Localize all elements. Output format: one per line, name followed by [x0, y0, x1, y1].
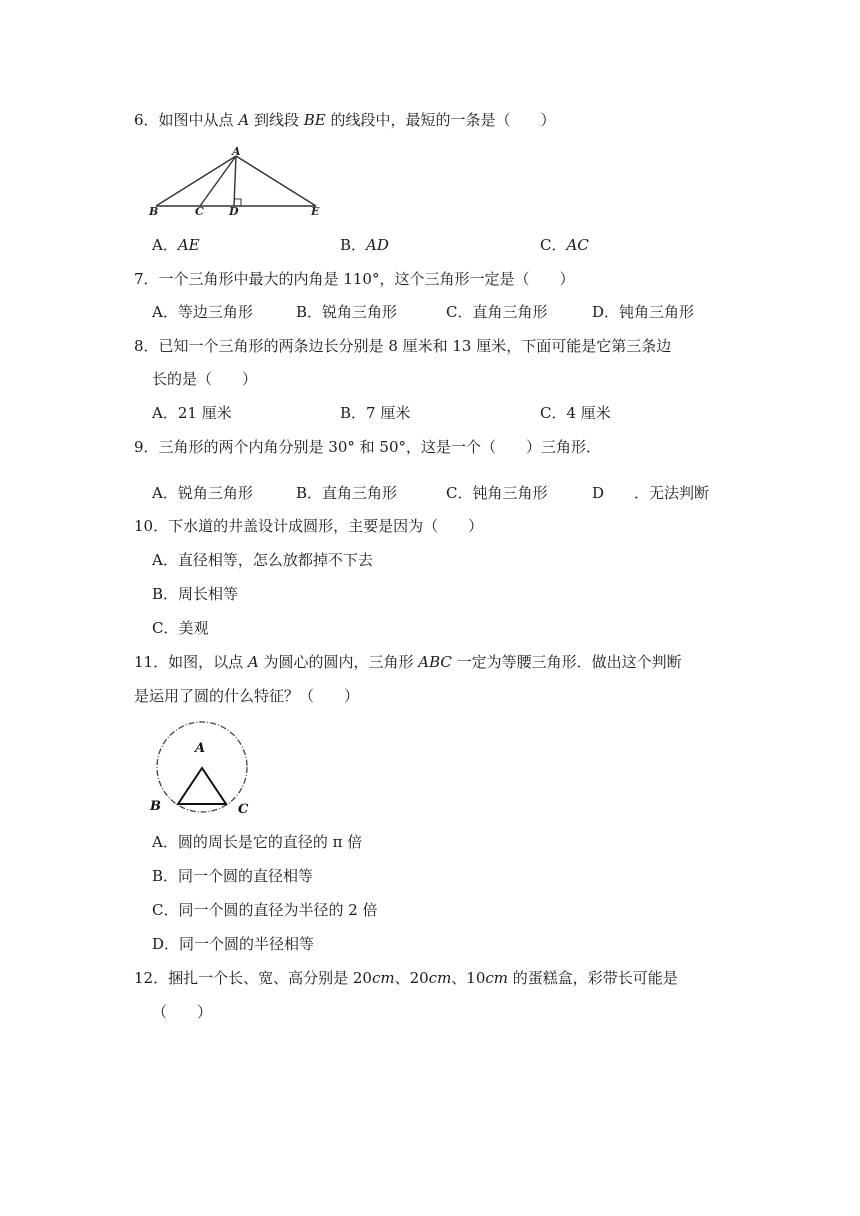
option-c: C．钝角三角形 [446, 484, 548, 502]
question-number: 11． [134, 653, 169, 671]
question-6-stem [134, 110, 555, 130]
option-letter: A． [152, 236, 178, 254]
label-a: A [232, 146, 241, 158]
question-7-stem: 7．一个三角形中最大的内角是 110°，这个三角形一定是（ ） [134, 270, 575, 288]
question-11-stem-cont: 是运用了圆的什么特征？（ ） [134, 687, 360, 705]
option-d: D．同一个圆的半径相等 [152, 935, 315, 953]
stem-text: 为圆心的圆内，三角形 [258, 653, 419, 671]
triangle-figure-q6 [146, 146, 326, 218]
option-b: B．同一个圆的直径相等 [152, 867, 314, 885]
label-d: D [229, 205, 239, 218]
triangle-abc [178, 768, 226, 804]
option-a: A．圆的周长是它的直径的 π 倍 [152, 833, 363, 851]
point-label: A [247, 653, 259, 671]
unit: cm [428, 969, 452, 987]
circle-figure-q11 [146, 718, 256, 818]
option-c: C．直角三角形 [446, 303, 548, 321]
question-12-stem [134, 968, 678, 988]
option-letter: B． [340, 236, 367, 254]
question-number: 6． [134, 111, 159, 129]
question-12-stem-cont: （ ） [152, 1003, 213, 1021]
option-b: B．直角三角形 [296, 484, 398, 502]
segment-ab [156, 156, 236, 206]
unit: cm [371, 969, 395, 987]
question-11-stem [134, 652, 682, 672]
question-9-stem: 9．三角形的两个内角分别是 30° 和 50°，这是一个（ ）三角形． [134, 438, 602, 456]
option-a: A．21 厘米 [152, 404, 232, 422]
label-c: C [195, 205, 204, 218]
stem-text: 一定为等腰三角形．做出这个判断 [451, 653, 682, 671]
stem-text: 的蛋糕盒，彩带长可能是 [508, 969, 678, 987]
label-b: B [149, 205, 159, 218]
option-c [540, 235, 589, 255]
unit: cm [485, 969, 509, 987]
option-a: A．锐角三角形 [152, 484, 253, 502]
option-b [340, 235, 389, 255]
option-b: B．周长相等 [152, 585, 239, 603]
option-value: AC [566, 236, 589, 254]
option-value: AE [177, 236, 200, 254]
option-letter: C． [540, 236, 567, 254]
option-value: AD [366, 236, 389, 254]
triangle-label: ABC [418, 653, 452, 671]
label-c: C [238, 802, 249, 817]
option-c: C．4 厘米 [540, 404, 611, 422]
stem-text: 的线段中，最短的一条是（ ） [325, 111, 556, 129]
option-d: D．钝角三角形 [592, 303, 695, 321]
segment-ac [200, 156, 236, 206]
segment-label: BE [303, 111, 326, 129]
stem-text: 、10 [451, 969, 486, 987]
option-c: C．同一个圆的直径为半径的 2 倍 [152, 901, 378, 919]
segment-ae [236, 156, 316, 206]
label-e: E [311, 205, 320, 218]
option-a: A．等边三角形 [152, 303, 253, 321]
stem-text: 到线段 [249, 111, 304, 129]
question-8-stem: 8．已知一个三角形的两条边长分别是 8 厘米和 13 厘米，下面可能是它第三条边 [134, 337, 672, 355]
option-a [152, 235, 200, 255]
option-a: A．直径相等，怎么放都掉不下去 [152, 551, 373, 569]
option-b: B．锐角三角形 [296, 303, 398, 321]
option-c: C．美观 [152, 619, 209, 637]
label-a: A [195, 741, 206, 756]
stem-text: 12．捆扎一个长、宽、高分别是 20 [134, 969, 372, 987]
option-b: B．7 厘米 [340, 404, 411, 422]
question-8-stem-cont: 长的是（ ） [152, 370, 258, 388]
label-b: B [150, 799, 161, 814]
question-10-stem: 10．下水道的井盖设计成圆形，主要是因为（ ） [134, 517, 484, 535]
stem-text: 、20 [394, 969, 429, 987]
stem-text: 如图中从点 [158, 111, 239, 129]
point-label: A [238, 111, 250, 129]
stem-text: 如图，以点 [168, 653, 248, 671]
option-d: D ．无法判断 [592, 484, 710, 502]
